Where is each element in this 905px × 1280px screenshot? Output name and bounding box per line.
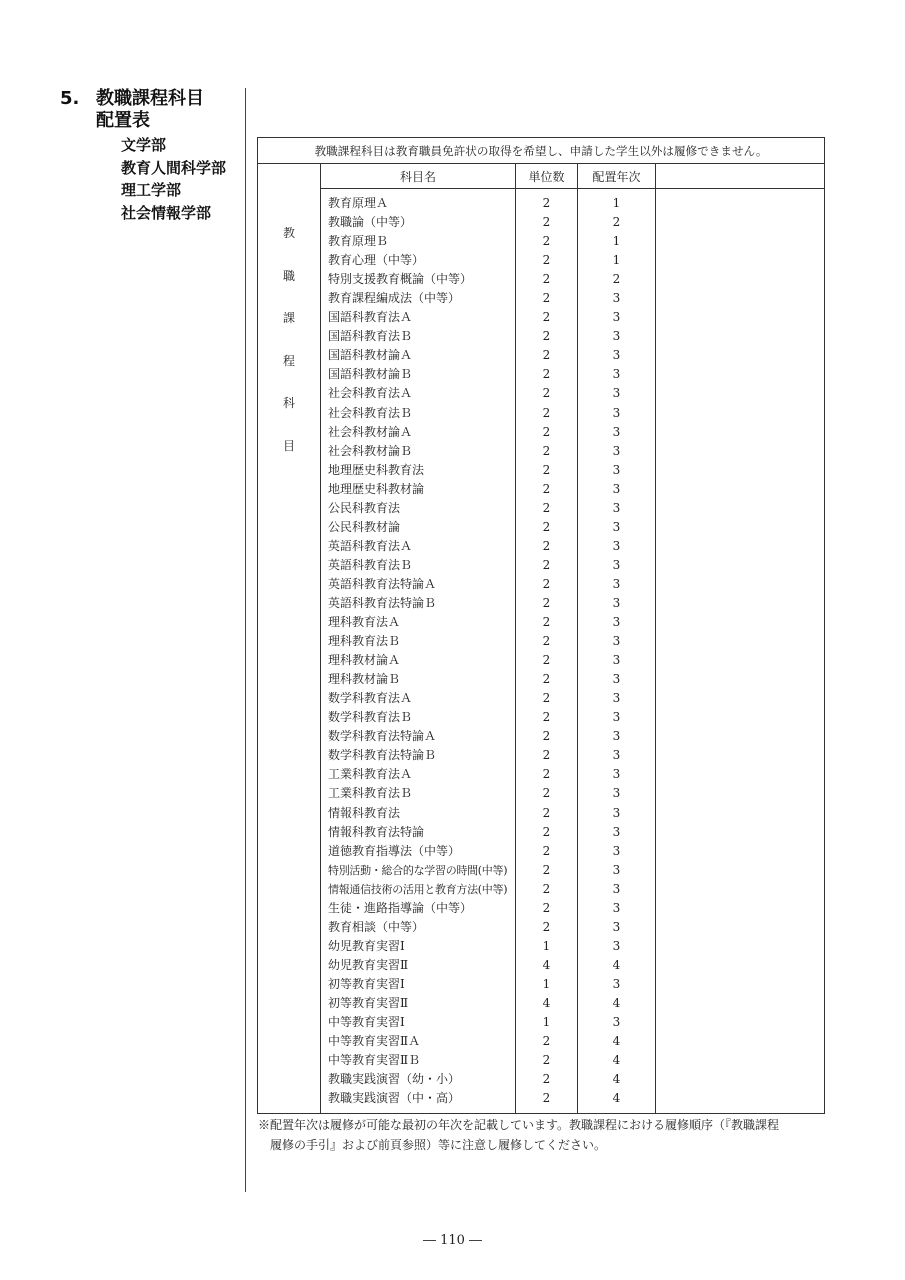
credits-value: 2 bbox=[542, 1091, 551, 1106]
subject-name: 教育相談（中等） bbox=[328, 919, 425, 934]
credits-value: 2 bbox=[542, 405, 551, 420]
subject-name: 英語科教育法Ｂ bbox=[328, 557, 413, 572]
credits-value: 2 bbox=[542, 272, 551, 287]
year-value: 3 bbox=[612, 386, 621, 401]
subject-name: 社会科教材論Ｂ bbox=[328, 443, 413, 458]
subject-name: 社会科教材論Ａ bbox=[328, 424, 413, 439]
credits-value: 2 bbox=[542, 767, 551, 782]
vertical-divider bbox=[245, 88, 246, 1192]
year-value: 3 bbox=[612, 405, 621, 420]
extra-column bbox=[656, 189, 825, 1114]
year-value: 4 bbox=[612, 1072, 621, 1087]
category-label bbox=[258, 164, 320, 467]
category-cell bbox=[258, 164, 321, 1114]
subject-name: 数学科教育法特論Ｂ bbox=[328, 748, 437, 763]
subject-name: 社会科教育法Ｂ bbox=[328, 405, 413, 420]
subject-name: 中等教育実習ⅡＡ bbox=[328, 1034, 421, 1049]
table-header-row bbox=[258, 164, 825, 189]
credits-value: 2 bbox=[542, 538, 551, 553]
year-value: 3 bbox=[612, 443, 621, 458]
subject-name: 理科教育法Ｂ bbox=[328, 634, 401, 649]
credits-value: 4 bbox=[542, 995, 551, 1010]
subject-name: 教職論（中等） bbox=[328, 215, 413, 230]
year-value: 3 bbox=[612, 862, 621, 877]
subject-name: 工業科教育法Ｂ bbox=[328, 786, 413, 801]
subject-name: 幼児教育実習Ⅱ bbox=[328, 957, 409, 972]
course-table-container bbox=[257, 137, 824, 1114]
subject-name: 幼児教育実習Ⅰ bbox=[328, 938, 405, 953]
subject-name: 英語科教育法特論Ａ bbox=[328, 576, 437, 591]
year-value: 3 bbox=[612, 557, 621, 572]
year-column bbox=[578, 189, 656, 1114]
credits-value: 2 bbox=[542, 919, 551, 934]
credits-value: 2 bbox=[542, 291, 551, 306]
subject-name: 地理歴史科教材論 bbox=[328, 481, 425, 496]
section-title bbox=[60, 88, 245, 132]
faculty-item: 教育人間科学部 bbox=[121, 158, 227, 177]
credits-value: 2 bbox=[542, 1053, 551, 1068]
credits-value: 2 bbox=[542, 196, 551, 210]
subject-name: 理科教材論Ｂ bbox=[328, 672, 401, 687]
category-char: 程 bbox=[282, 353, 295, 368]
year-value: 3 bbox=[612, 348, 621, 363]
credits-value: 1 bbox=[542, 938, 551, 953]
category-char: 目 bbox=[282, 438, 295, 453]
subject-name: 情報科教育法 bbox=[328, 805, 401, 820]
year-value: 3 bbox=[612, 424, 621, 439]
subject-name: 地理歴史科教育法 bbox=[328, 462, 425, 477]
credits-value: 2 bbox=[542, 424, 551, 439]
credits-value: 2 bbox=[542, 310, 551, 325]
subject-name: 国語科教材論Ａ bbox=[328, 348, 413, 363]
category-char: 課 bbox=[282, 311, 295, 325]
year-value: 3 bbox=[612, 805, 621, 820]
year-value: 3 bbox=[612, 538, 621, 553]
page-number: ― 110 ― bbox=[422, 1233, 483, 1248]
category-char: 職 bbox=[282, 268, 295, 283]
credits-value: 2 bbox=[542, 786, 551, 801]
credits-value: 2 bbox=[542, 881, 551, 896]
subject-name: 国語科教材論Ｂ bbox=[328, 367, 413, 382]
subject-name: 公民科教育法 bbox=[328, 500, 401, 515]
header-year: 配置年次 bbox=[578, 164, 656, 189]
credits-value: 2 bbox=[542, 595, 551, 610]
faculty-item: 文学部 bbox=[121, 136, 167, 154]
course-table bbox=[257, 137, 825, 1114]
year-value: 3 bbox=[612, 367, 621, 382]
credits-value: 2 bbox=[542, 748, 551, 763]
year-value: 1 bbox=[612, 234, 621, 249]
credits-value: 2 bbox=[542, 824, 551, 839]
header-extra bbox=[656, 164, 825, 189]
year-value: 3 bbox=[612, 976, 621, 991]
year-value: 4 bbox=[612, 1091, 621, 1106]
faculty-item: 理工学部 bbox=[121, 181, 182, 199]
year-value: 3 bbox=[612, 595, 621, 610]
subject-name: 公民科教材論 bbox=[328, 519, 401, 534]
subject-name: 生徒・進路指導論（中等） bbox=[328, 900, 473, 915]
credits-value: 2 bbox=[542, 710, 551, 725]
credits-value: 2 bbox=[542, 215, 551, 230]
year-value: 3 bbox=[612, 672, 621, 687]
credits-value: 2 bbox=[542, 367, 551, 382]
year-value: 3 bbox=[612, 919, 621, 934]
subject-name: 教育心理（中等） bbox=[328, 253, 425, 268]
subject-name: 国語科教育法Ａ bbox=[328, 310, 413, 325]
footnote bbox=[258, 1115, 848, 1155]
category-char: 科 bbox=[282, 396, 295, 410]
year-value: 3 bbox=[612, 615, 621, 630]
year-value: 3 bbox=[612, 653, 621, 668]
subject-name: 社会科教育法Ａ bbox=[328, 386, 413, 401]
credits-value: 2 bbox=[542, 329, 551, 344]
year-value: 3 bbox=[612, 881, 621, 896]
year-value: 3 bbox=[612, 824, 621, 839]
subject-name: 初等教育実習Ⅱ bbox=[328, 995, 409, 1010]
subject-name: 英語科教育法特論Ｂ bbox=[328, 595, 437, 610]
year-value: 3 bbox=[612, 1015, 621, 1030]
year-value: 3 bbox=[612, 729, 621, 744]
year-value: 4 bbox=[612, 1053, 621, 1068]
header-credits: 単位数 bbox=[516, 164, 578, 189]
footnote-line1: ※配置年次は履修が可能な最初の年次を記載しています。教職課程における履修順序（『教職課程 bbox=[258, 1118, 780, 1132]
year-value: 4 bbox=[612, 1034, 621, 1049]
faculty-item: 社会情報学部 bbox=[121, 203, 212, 222]
subject-column bbox=[321, 189, 516, 1114]
year-value: 2 bbox=[612, 215, 621, 230]
year-value: 3 bbox=[612, 462, 621, 477]
subject-name: 特別支援教育概論（中等） bbox=[328, 272, 473, 287]
credits-value: 1 bbox=[542, 976, 551, 991]
subject-name: 数学科教育法Ｂ bbox=[328, 710, 413, 725]
year-value: 3 bbox=[612, 748, 621, 763]
credits-value: 2 bbox=[542, 900, 551, 915]
subject-name: 教職実践演習（中・高） bbox=[328, 1091, 461, 1106]
category-char: 教 bbox=[282, 226, 295, 240]
credits-value: 2 bbox=[542, 462, 551, 477]
credits-value: 2 bbox=[542, 615, 551, 630]
year-value: 3 bbox=[612, 329, 621, 344]
year-value: 3 bbox=[612, 310, 621, 325]
year-value: 3 bbox=[612, 500, 621, 515]
subject-name: 初等教育実習Ⅰ bbox=[328, 976, 405, 991]
header-subject: 科目名 bbox=[321, 164, 516, 189]
year-value: 3 bbox=[612, 576, 621, 591]
year-value: 2 bbox=[612, 272, 621, 287]
footnote-line2: 履修の手引』および前頁参照）等に注意し履修してください。 bbox=[270, 1138, 607, 1152]
subject-name: 中等教育実習ⅡＢ bbox=[328, 1053, 421, 1068]
credits-value: 2 bbox=[542, 557, 551, 572]
subject-name: 特別活動・総合的な学習の時間(中等) bbox=[328, 863, 508, 877]
subject-name: 英語科教育法Ａ bbox=[328, 538, 413, 553]
subject-name: 理科教育法Ａ bbox=[328, 615, 401, 630]
subject-name: 理科教材論Ａ bbox=[328, 653, 401, 668]
faculty-list bbox=[60, 134, 245, 224]
year-value: 3 bbox=[612, 767, 621, 782]
credits-value: 2 bbox=[542, 672, 551, 687]
year-value: 1 bbox=[612, 253, 621, 268]
section-title-line2: 配置表 bbox=[96, 110, 150, 131]
credits-value: 2 bbox=[542, 843, 551, 858]
credits-value: 2 bbox=[542, 386, 551, 401]
subject-name: 教育課程編成法（中等） bbox=[328, 291, 461, 306]
credits-value: 4 bbox=[542, 957, 551, 972]
year-value: 3 bbox=[612, 843, 621, 858]
credits-value: 1 bbox=[542, 1015, 551, 1030]
subject-name: 情報通信技術の活用と教育方法(中等) bbox=[328, 882, 508, 896]
year-value: 3 bbox=[612, 519, 621, 534]
subject-name: 数学科教育法Ａ bbox=[328, 691, 413, 706]
year-value: 3 bbox=[612, 786, 621, 801]
section-title-line1: 教職課程科目 bbox=[96, 88, 204, 109]
table-body-row bbox=[258, 189, 825, 1114]
subject-name: 教育原理Ｂ bbox=[328, 234, 389, 249]
subject-name: 教育原理Ａ bbox=[328, 196, 389, 210]
section-heading bbox=[60, 88, 245, 224]
subject-name: 中等教育実習Ⅰ bbox=[328, 1015, 405, 1030]
year-value: 3 bbox=[612, 481, 621, 496]
credits-value: 2 bbox=[542, 805, 551, 820]
year-value: 3 bbox=[612, 900, 621, 915]
year-value: 3 bbox=[612, 710, 621, 725]
subject-name: 情報科教育法特論 bbox=[328, 824, 425, 839]
table-notice: 教職課程科目は教育職員免許状の取得を希望し、申請した学生以外は履修できません。 bbox=[258, 138, 825, 164]
year-value: 4 bbox=[612, 995, 621, 1010]
credits-value: 2 bbox=[542, 691, 551, 706]
credits-value: 2 bbox=[542, 634, 551, 649]
credits-value: 2 bbox=[542, 653, 551, 668]
subject-name: 道徳教育指導法（中等） bbox=[328, 843, 461, 858]
subject-name: 数学科教育法特論Ａ bbox=[328, 729, 437, 744]
section-number: 5. bbox=[60, 88, 80, 109]
year-value: 1 bbox=[612, 196, 621, 210]
credits-value: 2 bbox=[542, 443, 551, 458]
credits-value: 2 bbox=[542, 519, 551, 534]
year-value: 3 bbox=[612, 634, 621, 649]
credits-value: 2 bbox=[542, 576, 551, 591]
credits-column bbox=[516, 189, 578, 1114]
credits-value: 2 bbox=[542, 253, 551, 268]
credits-value: 2 bbox=[542, 481, 551, 496]
credits-value: 2 bbox=[542, 1034, 551, 1049]
subject-name: 工業科教育法Ａ bbox=[328, 767, 413, 782]
credits-value: 2 bbox=[542, 1072, 551, 1087]
credits-value: 2 bbox=[542, 348, 551, 363]
credits-value: 2 bbox=[542, 729, 551, 744]
year-value: 4 bbox=[612, 957, 621, 972]
year-value: 3 bbox=[612, 938, 621, 953]
subject-name: 教職実践演習（幼・小） bbox=[328, 1072, 461, 1087]
subject-name: 国語科教育法Ｂ bbox=[328, 329, 413, 344]
credits-value: 2 bbox=[542, 234, 551, 249]
year-value: 3 bbox=[612, 291, 621, 306]
credits-value: 2 bbox=[542, 500, 551, 515]
credits-value: 2 bbox=[542, 862, 551, 877]
year-value: 3 bbox=[612, 691, 621, 706]
